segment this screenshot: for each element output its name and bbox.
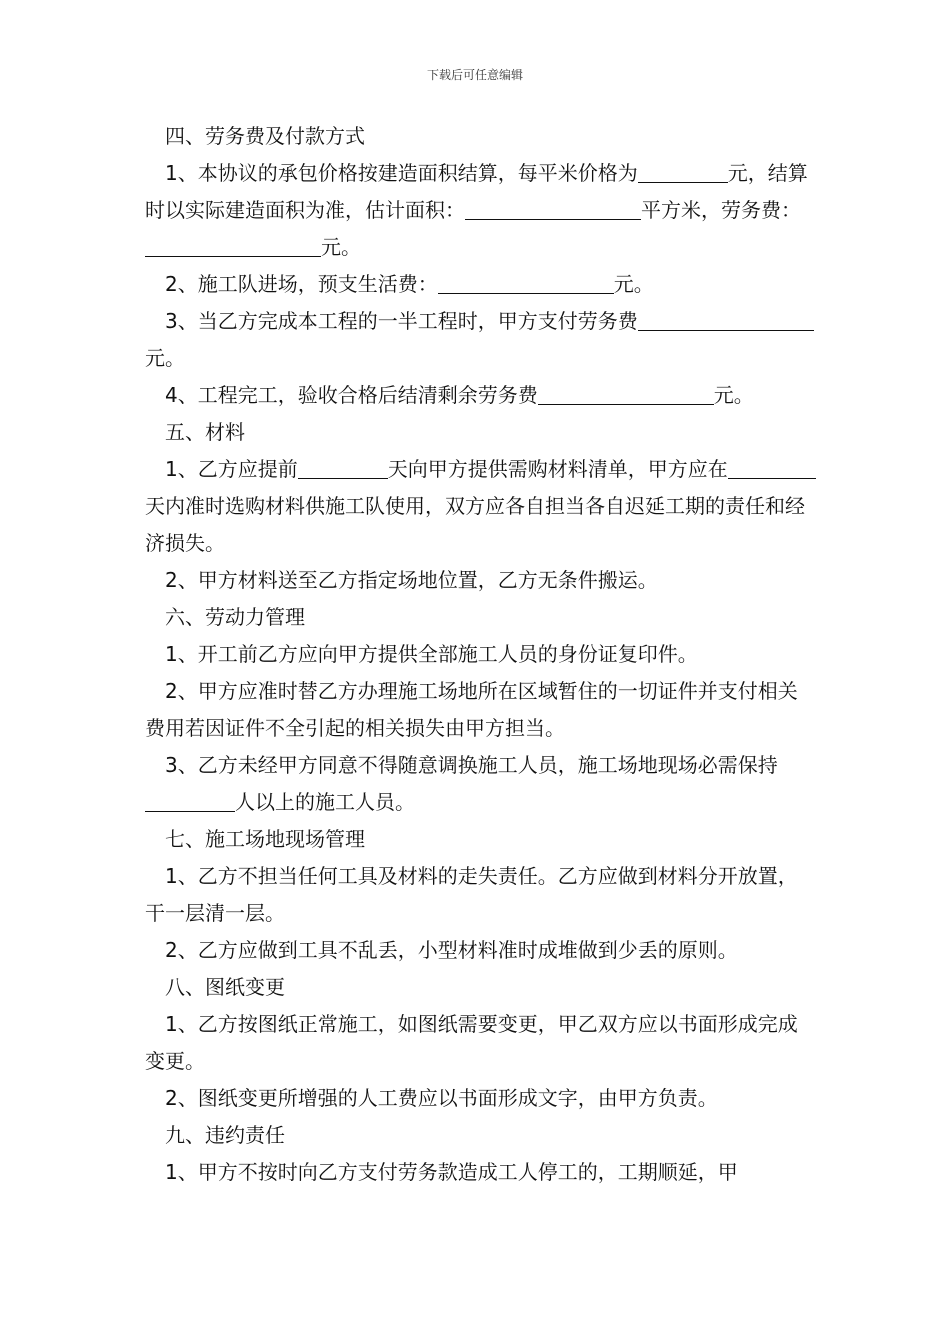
clause-text: 天向甲方提供需购材料清单，甲方应在 xyxy=(387,457,728,481)
fill-blank-purchase-days-cont[interactable] xyxy=(752,458,816,479)
section-9-title: 九、违约责任 xyxy=(165,1123,285,1147)
section-4-clause-1 xyxy=(145,155,817,266)
fill-blank-labor-fee[interactable] xyxy=(145,236,321,257)
section-6-clause-3 xyxy=(145,747,817,821)
section-4-clause-3 xyxy=(145,303,817,377)
document-body xyxy=(145,118,817,1191)
fill-blank-living-advance[interactable] xyxy=(438,273,614,294)
clause-text: 平方米，劳务费： xyxy=(641,198,801,222)
clause-text: 元。 xyxy=(145,346,185,370)
section-6-title: 六、劳动力管理 xyxy=(165,605,305,629)
section-4-title: 四、劳务费及付款方式 xyxy=(165,124,365,148)
clause-text: 元，结算时以实际建造面积为准，估计面积： xyxy=(145,161,808,222)
clause-text: 4、工程完工，验收合格后结清剩余劳务费 xyxy=(165,383,538,407)
section-6-clause-2: 2、甲方应准时替乙方办理施工场地所在区域暂住的一切证件并支付相关费用若因证件不全引起的相关损失由甲方担当。 xyxy=(145,679,798,740)
section-8-clause-2: 2、图纸变更所增强的人工费应以书面形成文字，由甲方负责。 xyxy=(165,1086,718,1110)
section-7-clause-2: 2、乙方应做到工具不乱丢，小型材料准时成堆做到少丢的原则。 xyxy=(165,938,738,962)
section-4-clause-4 xyxy=(145,377,817,414)
clause-text: 元。 xyxy=(613,272,654,296)
section-5-title: 五、材料 xyxy=(165,420,245,444)
section-4-clause-2 xyxy=(145,266,817,303)
section-8-title: 八、图纸变更 xyxy=(165,975,285,999)
clause-text: 1、乙方应提前 xyxy=(165,457,298,481)
fill-blank-purchase-days[interactable] xyxy=(728,458,752,479)
section-5-clause-2: 2、甲方材料送至乙方指定场地位置，乙方无条件搬运。 xyxy=(165,568,658,592)
section-9-clause-1: 1、甲方不按时向乙方支付劳务款造成工人停工的，工期顺延，甲 xyxy=(165,1160,738,1184)
clause-text: 1、本协议的承包价格按建造面积结算，每平米价格为 xyxy=(165,161,638,185)
clause-text: 天内准时选购材料供施工队使用，双方应各自担当各自迟延工期的责任和经济损失。 xyxy=(145,494,805,555)
section-6-clause-1: 1、开工前乙方应向甲方提供全部施工人员的身份证复印件。 xyxy=(165,642,698,666)
page-header-note: 下载后可任意编辑 xyxy=(426,68,523,82)
clause-text: 元。 xyxy=(713,383,754,407)
clause-text: 元。 xyxy=(321,235,361,259)
fill-blank-price-per-sqm[interactable] xyxy=(638,162,728,183)
section-7-clause-1: 1、乙方不担当任何工具及材料的走失责任。乙方应做到材料分开放置，干一层清一层。 xyxy=(145,864,798,925)
section-7-title: 七、施工场地现场管理 xyxy=(165,827,365,851)
clause-text: 2、施工队进场，预支生活费： xyxy=(165,272,438,296)
fill-blank-min-workers[interactable] xyxy=(145,791,235,812)
fill-blank-estimated-area[interactable] xyxy=(465,199,641,220)
clause-text: 3、乙方未经甲方同意不得随意调换施工人员，施工场地现场必需保持 xyxy=(165,753,778,777)
clause-text: 人以上的施工人员。 xyxy=(235,790,415,814)
section-8-clause-1: 1、乙方按图纸正常施工，如图纸需要变更，甲乙双方应以书面形成完成变更。 xyxy=(145,1012,798,1073)
fill-blank-half-payment[interactable] xyxy=(638,310,750,331)
fill-blank-days-ahead[interactable] xyxy=(298,458,388,479)
fill-blank-remaining-fee[interactable] xyxy=(538,384,714,405)
section-5-clause-1 xyxy=(145,451,817,562)
clause-text: 3、当乙方完成本工程的一半工程时，甲方支付劳务费 xyxy=(165,309,638,333)
fill-blank-half-payment-cont[interactable] xyxy=(750,310,814,331)
